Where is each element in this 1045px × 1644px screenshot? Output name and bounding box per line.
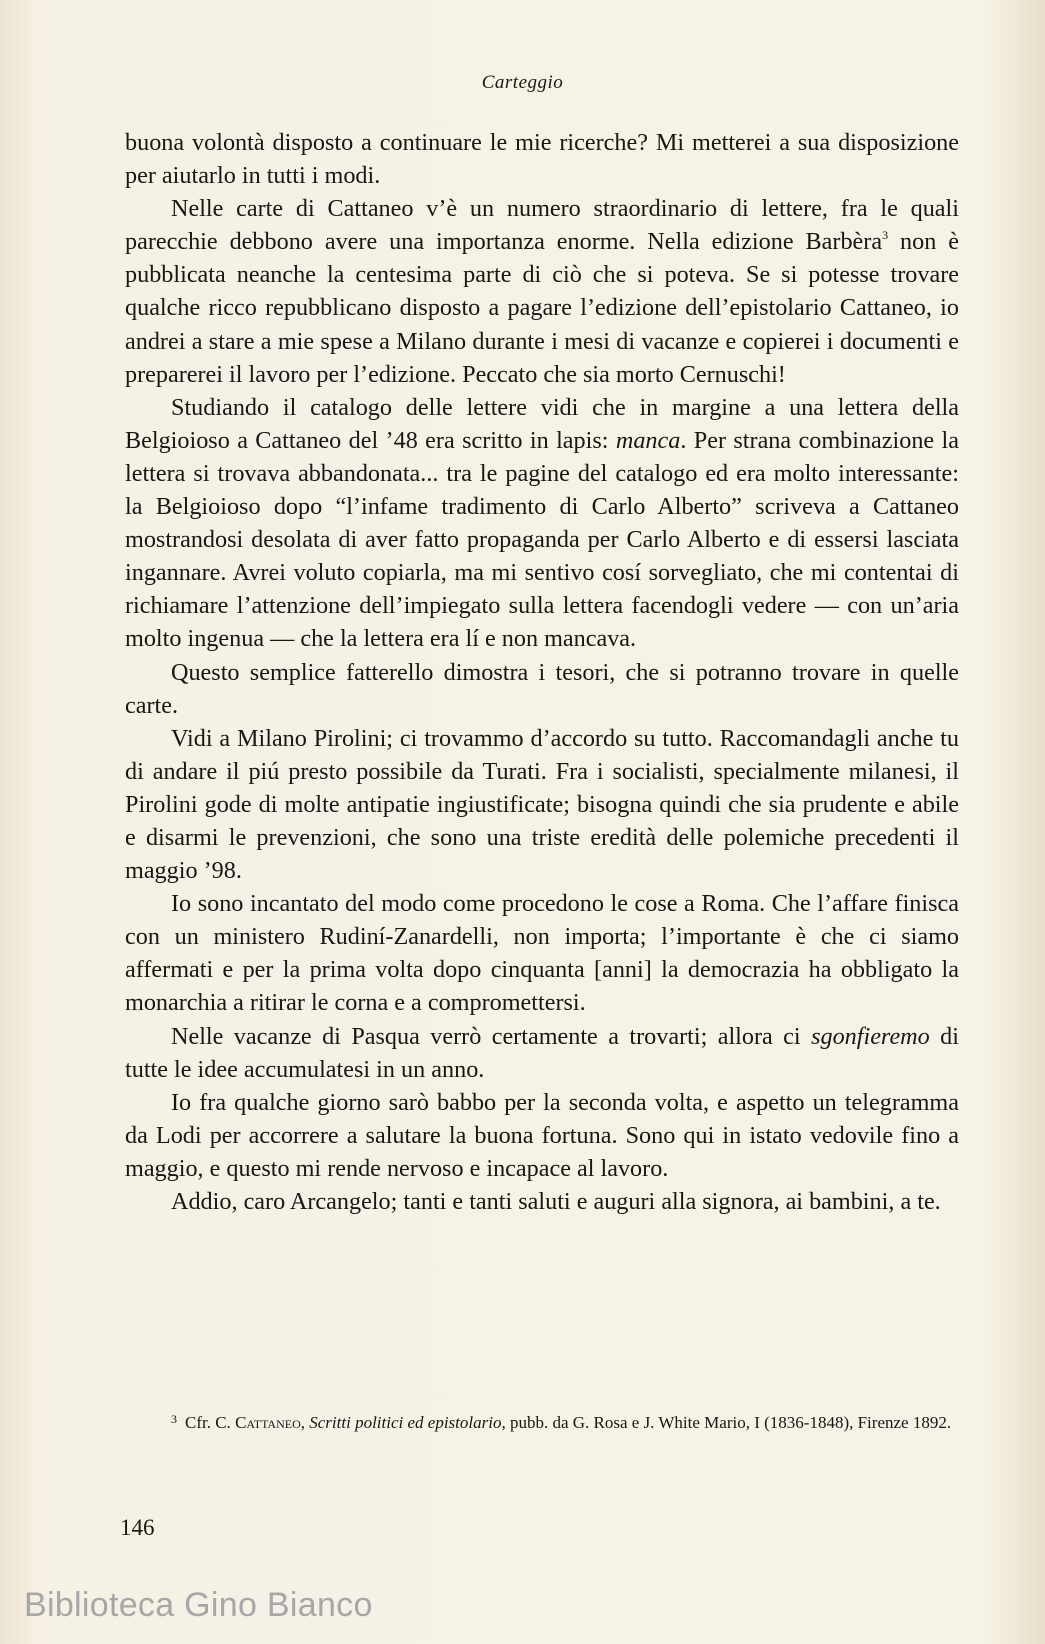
page-number: 146	[120, 1515, 155, 1540]
text-run: , pubb. da G. Rosa e J. White Mario, I (1836-1848), Firenze 1892.	[501, 1413, 952, 1432]
italic-text: Scritti politici ed epistolario	[309, 1413, 502, 1432]
paragraph	[125, 887, 959, 1019]
paragraph	[125, 656, 959, 722]
running-head: Carteggio	[481, 72, 564, 93]
paragraph	[125, 391, 959, 656]
paragraph	[125, 1020, 959, 1086]
footnote	[125, 1409, 959, 1433]
paragraph	[125, 192, 959, 391]
author-name: Cattaneo	[235, 1413, 301, 1432]
text-run: Addio, caro Arcangelo; tanti e tanti saluti e auguri alla signora, ai bambini, a te.	[171, 1188, 941, 1215]
paragraph	[125, 722, 959, 887]
text-run: Cfr. C.	[185, 1413, 236, 1432]
text-run: Io fra qualche giorno sarò babbo per la seconda volta, e aspetto un telegramma da Lodi per accorrere a salutare la buona fortuna. Sono qui in istato vedovile fino a maggio, e questo mi rende nervoso e incapace al lavoro.	[125, 1088, 959, 1182]
text-run: Vidi a Milano Pirolini; ci trovammo d’accordo su tutto. Raccomandagli anche tu di andare il piú presto possibile da Turati. Fra i socialisti, specialmente milanesi, il Pirolini gode di molte antipatie ingiustificate; bisogna quindi che sia prudente e abile e disarmi le prevenzioni, che sono una triste eredità delle polemiche precedenti il maggio ’98.	[125, 724, 959, 885]
footnote-reference: 3	[882, 228, 889, 243]
watermark: Biblioteca Gino Bianco	[24, 1586, 373, 1624]
italic-text: manca	[615, 426, 681, 454]
body-text	[125, 126, 959, 1218]
footnote-mark: 3	[171, 1412, 177, 1426]
text-run: Nelle carte di Cattaneo v’è un numero straordinario di lettere, fra le quali parecchie debbono avere una importanza enorme. Nella edizione Barbèra	[125, 195, 959, 256]
text-run: Io sono incantato del modo come procedono le cose a Roma. Che l’affare finisca con un ministero Rudiní-Zanardelli, non importa; l’importante è che ci siamo affermati e per la prima volta dopo cinquanta [anni] la democrazia ha obbligato la monarchia a ritirar le corna e a compromettersi.	[125, 890, 959, 1017]
text-run: Questo semplice fatterello dimostra i tesori, che si potranno trovare in quelle carte.	[125, 658, 959, 719]
text-run: . Per strana combinazione la lettera si trovava abbandonata... tra le pagine del catalogo ed era molto interessante: la Belgioioso dopo “l’infame tradimento di Carlo Alberto” scriveva a Cattaneo mostrandosi desolata di aver fatto propaganda per Carlo Alberto e di essersi lasciata ingannare. Avrei voluto copiarla, ma mi sentivo cosí sorvegliato, che mi contentai di richiamare l’attenzione dell’impiegato sulla lettera facendogli vedere — con un’aria molto ingenua — che la lettera era lí e non mancava.	[125, 426, 959, 653]
paragraph	[125, 1185, 959, 1218]
text-run: non è pubblicata neanche la centesima parte di ciò che si poteva. Se si potesse trovare qualche ricco repubblicano disposto a pagare l’edizione dell’epistolario Cattaneo, io andrei a stare a mie spese a Milano durante i mesi di vacanze e copierei i documenti e preparerei il lavoro per l’edizione. Peccato che sia morto Cernuschi!	[125, 228, 959, 388]
text-run: Studiando il catalogo delle lettere vidi che in margine a una lettera della Belgioioso a Cattaneo del ’48 era scritto in lapis:	[125, 393, 959, 454]
paragraph	[125, 1086, 959, 1185]
text-run: Nelle vacanze di Pasqua verrò certamente a trovarti; allora ci	[171, 1022, 812, 1050]
text-run: di tutte le idee accumulatesi in un anno.	[125, 1022, 959, 1083]
italic-text: sgonfieremo	[811, 1022, 930, 1050]
paragraph	[125, 126, 959, 192]
text-run: ,	[300, 1413, 310, 1432]
text-run: buona volontà disposto a continuare le mie ricerche? Mi metterei a sua disposizione per aiutarlo in tutti i modi.	[125, 129, 959, 190]
